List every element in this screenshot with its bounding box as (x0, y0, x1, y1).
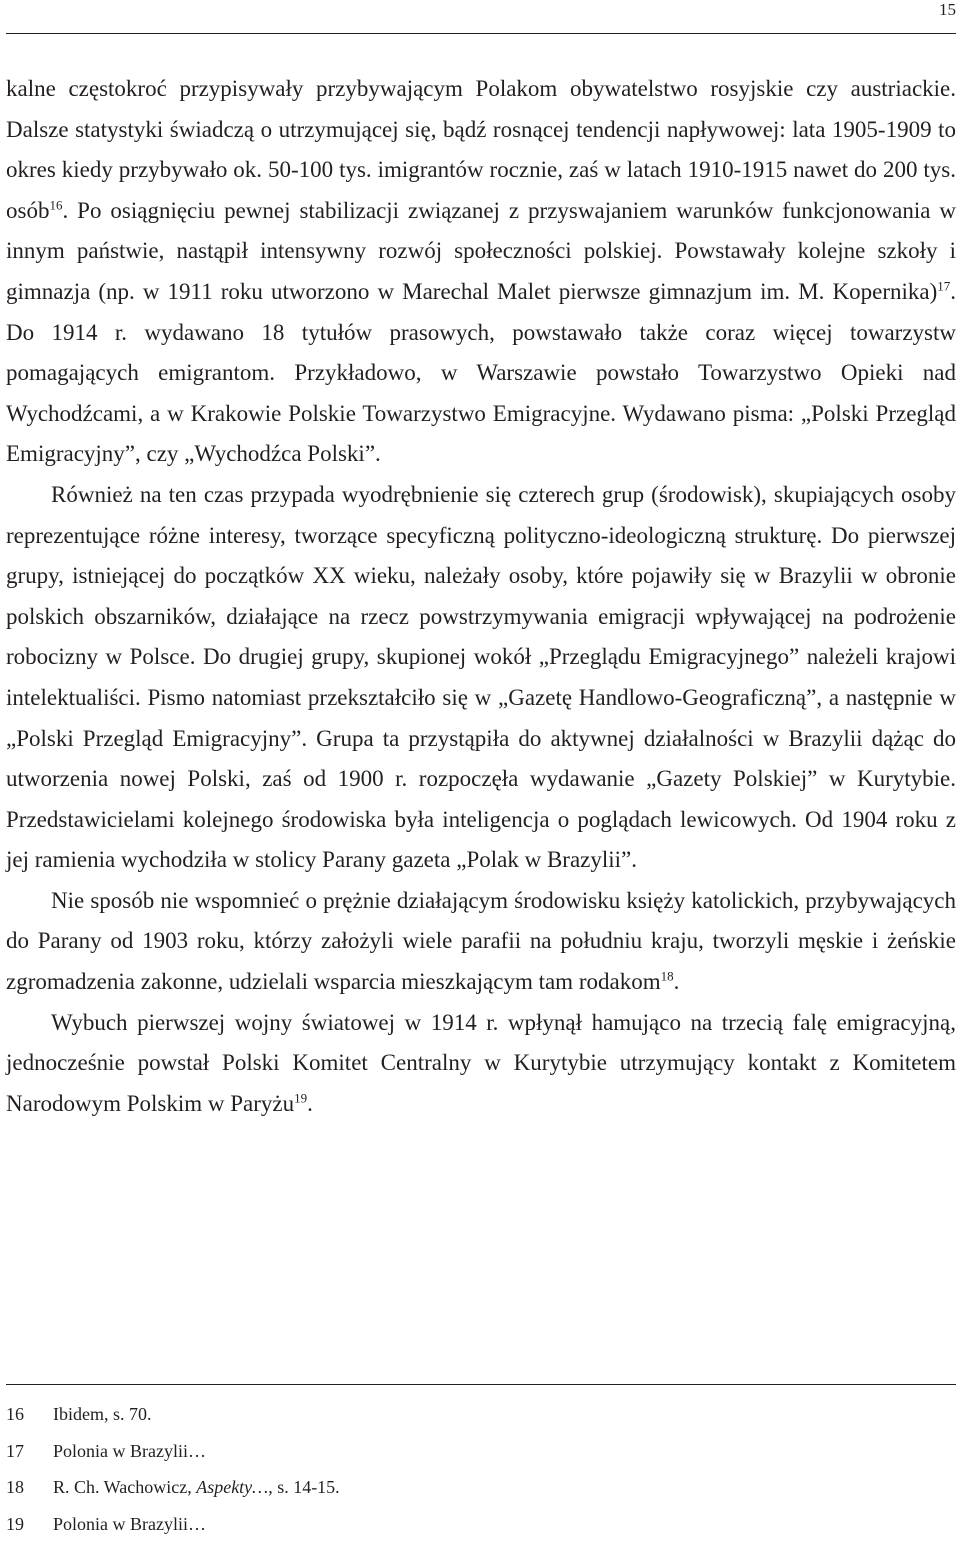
footnote-separator (6, 1384, 956, 1385)
text-run: Wybuch pierwszej wojny światowej w 1914 r. wpłynął hamująco na trzecią falę emigracyjną, jednocześnie powstał Polski Komitet Centralny w Kurytybie utrzymujący kontakt z Komitetem Narodowym Polskim w Paryżu (6, 1010, 956, 1116)
text-run: , s. 14-15. (268, 1477, 340, 1497)
text-run: . Do 1914 r. wydawano 18 tytułów prasowych, powstawało także coraz więcej towarzystw pomagających emigrantom. Przykładowo, w Warszawie powstało Towarzystwo Opieki nad Wychodźcami, a w Krakowie Polskie Towarzystwo Emigracyjne. Wydawano pisma: „Polski Przegląd Emigracyjny”, czy „Wychodźca Polski”. (6, 279, 956, 466)
footnote (6, 1396, 906, 1433)
footnote-text (53, 1396, 152, 1433)
text-run: Również na ten czas przypada wyodrębnienie się czterech grup (środowisk), skupiających osoby reprezentujące różne interesy, tworzące specyficzną polityczno-ideologiczną strukturę. Do pierwszej grupy, istniejącej do początków XX wieku, należały osoby, które pojawiły się w Brazylii w obronie polskich obszarników, działające na rzecz powstrzymywania emigracji wpływającej na podrożenie robocizny w Polsce. Do drugiej grupy, skupionej wokół „Przeglądu Emigracyjnego” należeli krajowi intelektualiści. Pismo natomiast przekształciło się w „Gazetę Handlowo-Geograficzną”, a następnie w „Polski Przegląd Emigracyjny”. Grupa ta przystąpiła do aktywnej działalności w Brazylii dążąc do utworzenia nowej Polski, zaś od 1900 r. rozpoczęła wydawanie „Gazety Polskiej” w Kurytybie. Przedstawicielami kolejnego środowiska była inteligencja o poglądach lewicowych. Od 1904 roku z jej ramienia wychodziła w stolicy Parany gazeta „Polak w Brazylii”. (6, 482, 956, 872)
text-run: R. Ch. Wachowicz, (53, 1477, 196, 1497)
footnote-reference: 18 (661, 968, 674, 983)
footnote-reference: 16 (49, 197, 62, 212)
page-number: 15 (939, 0, 956, 20)
text-run: . Po osiągnięciu pewnej stabilizacji związanej z przyswajaniem warunków funkcjonowania w innym państwie, nastąpił intensywny rozwój społeczności polskiej. Powstawały kolejne szkoły i gimnazja (np. w 1911 roku utworzono w Marechal Malet pierwsze gimnazjum im. M. Kopernika) (6, 198, 956, 304)
text-run: . (674, 969, 680, 994)
paragraph (6, 881, 956, 1003)
body-text (6, 69, 956, 1124)
footnote-reference: 17 (937, 278, 950, 293)
footnotes (6, 1396, 906, 1542)
text-run: Polonia w Brazylii… (53, 1514, 206, 1534)
text-run: Ibidem, s. 70. (53, 1404, 152, 1424)
footnote-number: 16 (6, 1396, 53, 1433)
footnote-number: 19 (6, 1506, 53, 1542)
footnote-text (53, 1506, 206, 1542)
footnote (6, 1506, 906, 1542)
text-run: Nie sposób nie wspomnieć o prężnie działającym środowisku księży katolickich, przybywających do Parany od 1903 roku, którzy założyli wiele parafii na południu kraju, tworzyli męskie i żeńskie zgromadzenia zakonne, udzielali wsparcia mieszkającym tam rodakom (6, 888, 956, 994)
footnote-number: 18 (6, 1469, 53, 1506)
paragraph (6, 69, 956, 475)
paragraph (6, 1003, 956, 1125)
footnote-number: 17 (6, 1433, 53, 1470)
footnote-text (53, 1469, 340, 1506)
text-run: . (307, 1091, 313, 1116)
text-run: kalne częstokroć przypisywały przybywającym Polakom obywatelstwo rosyjskie czy austriackie. Dalsze statystyki świadczą o utrzymującej się, bądź rosnącej tendencji napływowej: lata 1905-1909 to okres kiedy przybywało ok. 50-100 tys. imigrantów rocznie, zaś w latach 1910-1915 nawet do 200 tys. osób (6, 76, 956, 223)
footnote (6, 1433, 906, 1470)
text-run: Polonia w Brazylii… (53, 1441, 206, 1461)
footnote-text (53, 1433, 206, 1470)
header-rule (6, 33, 956, 34)
footnote-reference: 19 (294, 1090, 307, 1105)
italic-text: Aspekty… (196, 1477, 268, 1497)
footnote (6, 1469, 906, 1506)
paragraph (6, 475, 956, 881)
